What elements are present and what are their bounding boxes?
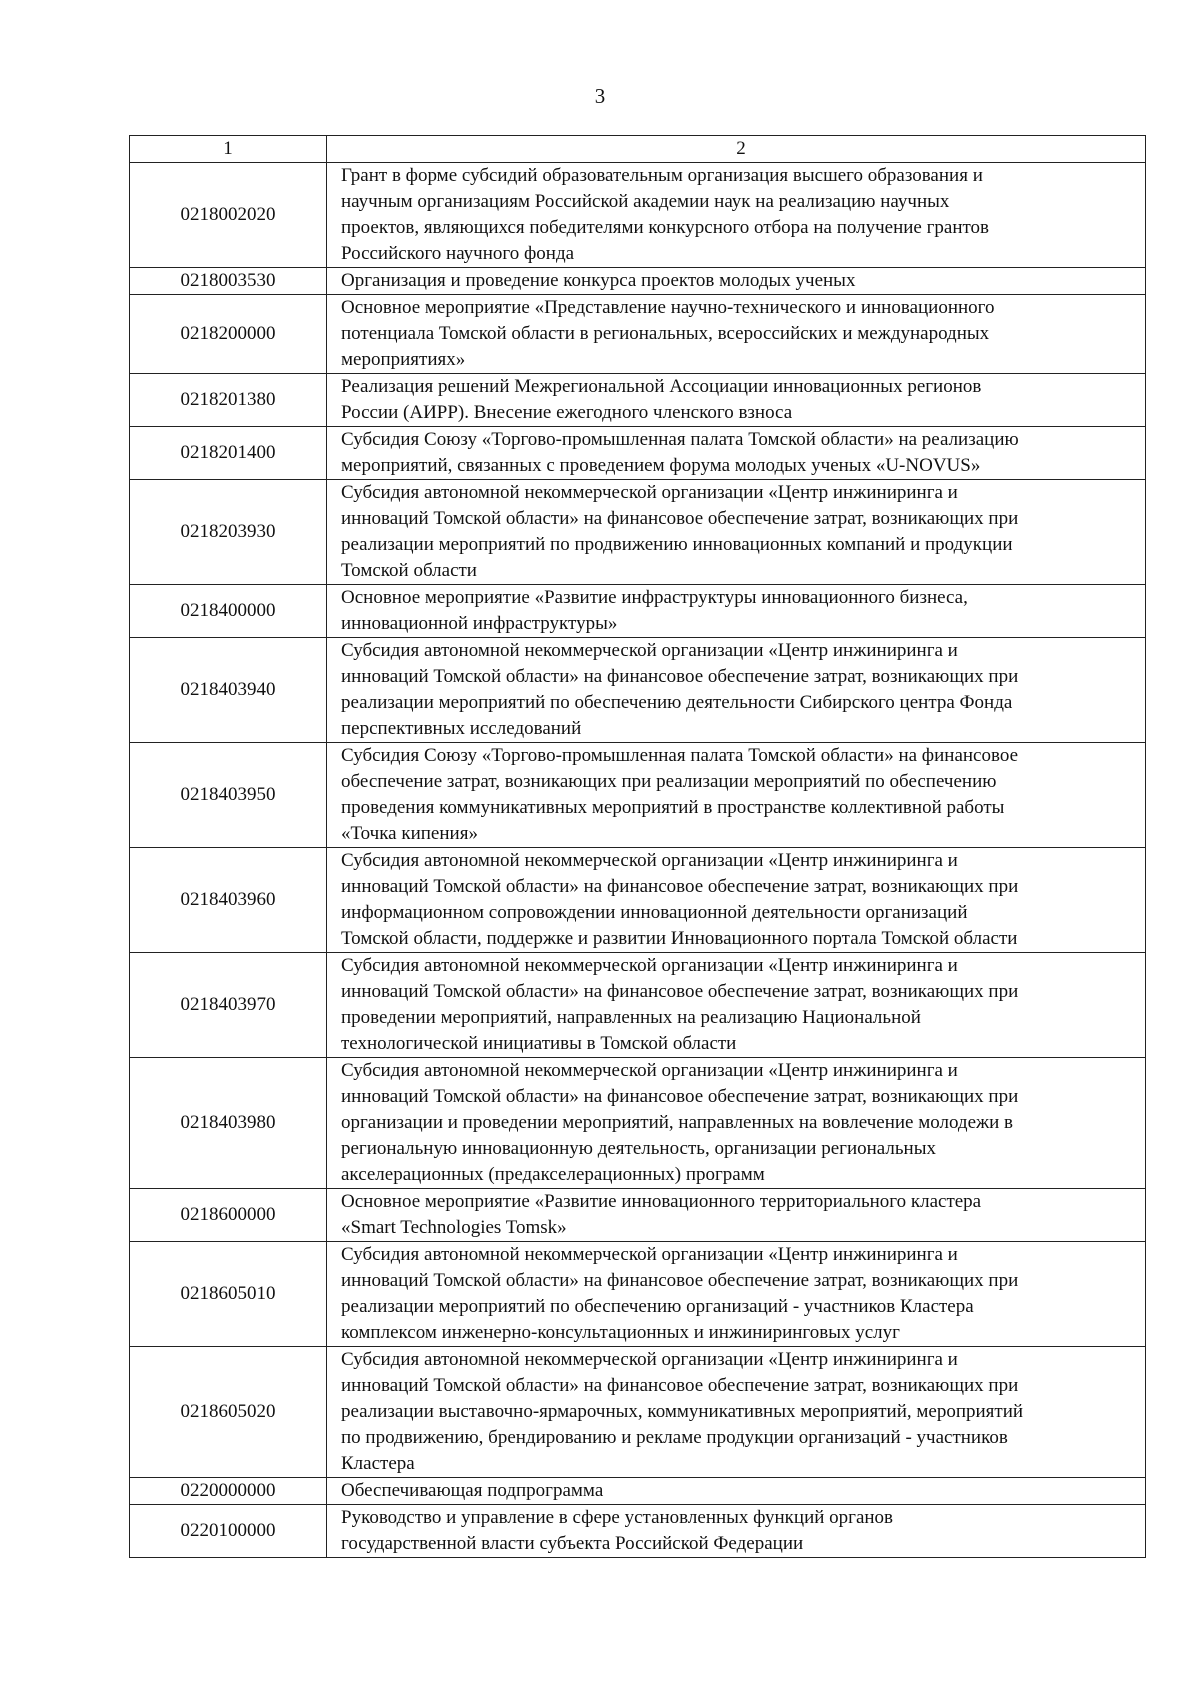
row-description [327,268,1146,295]
column-header-2: 2 [327,136,1146,163]
table-row [130,1058,1146,1189]
description-line: научным организациям Российской академии наук на реализацию научных [341,191,950,212]
table-row [130,953,1146,1058]
row-description [327,480,1146,585]
row-code: 0220000000 [130,1478,327,1505]
description-line: Томской области, поддержке и развитии Инновационного портала Томской области [341,928,1018,949]
row-code: 0220100000 [130,1505,327,1558]
row-code: 0218400000 [130,585,327,638]
table-row [130,163,1146,268]
description-line: Грант в форме субсидий образовательным организация высшего образования и [341,165,983,186]
description-line: реализации мероприятий по обеспечению деятельности Сибирского центра Фонда [341,692,1013,713]
row-code: 0218605020 [130,1347,327,1478]
row-code: 0218600000 [130,1189,327,1242]
row-code: 0218002020 [130,163,327,268]
description-line: обеспечение затрат, возникающих при реализации мероприятий по обеспечению [341,771,997,792]
description-line: Российского научного фонда [341,243,575,264]
description-line: Организация и проведение конкурса проектов молодых ученых [341,270,856,291]
description-line: Субсидия автономной некоммерческой организации «Центр инжиниринга и [341,1060,958,1081]
row-code: 0218403940 [130,638,327,743]
description-line: комплексом инженерно-консультационных и инжиниринговых услуг [341,1322,900,1343]
row-code: 0218403970 [130,953,327,1058]
description-line: мероприятиях» [341,349,466,370]
description-line: инноваций Томской области» на финансовое обеспечение затрат, возникающих при [341,508,1019,529]
description-line: Руководство и управление в сфере установленных функций органов [341,1507,894,1528]
table-row [130,848,1146,953]
row-description [327,427,1146,480]
description-line: Основное мероприятие «Развитие инфраструктуры инновационного бизнеса, [341,587,968,608]
description-line: инноваций Томской области» на финансовое обеспечение затрат, возникающих при [341,666,1019,687]
description-line: России (АИРР). Внесение ежегодного членского взноса [341,402,793,423]
description-line: реализации выставочно-ярмарочных, коммуникативных мероприятий, мероприятий [341,1401,1024,1422]
description-line: проведения коммуникативных мероприятий в пространстве коллективной работы [341,797,1005,818]
table-row [130,268,1146,295]
table-row [130,295,1146,374]
row-description [327,743,1146,848]
row-description [327,953,1146,1058]
row-description [327,163,1146,268]
table-row [130,1478,1146,1505]
table-row [130,638,1146,743]
description-line: потенциала Томской области в региональных, всероссийских и международных [341,323,990,344]
description-line: Субсидия автономной некоммерческой организации «Центр инжиниринга и [341,482,958,503]
table-row [130,480,1146,585]
row-code: 0218201380 [130,374,327,427]
row-code: 0218200000 [130,295,327,374]
row-description [327,1242,1146,1347]
description-line: перспективных исследований [341,718,582,739]
description-line: инновационной инфраструктуры» [341,613,618,634]
description-line: региональную инновационную деятельность, организации региональных [341,1138,936,1159]
row-description [327,585,1146,638]
row-code: 0218201400 [130,427,327,480]
description-line: «Точка кипения» [341,823,478,844]
row-code: 0218605010 [130,1242,327,1347]
description-line: проектов, являющихся победителями конкурсного отбора на получение грантов [341,217,990,238]
description-line: Субсидия Союзу «Торгово-промышленная палата Томской области» на финансовое [341,745,1018,766]
table-row [130,1347,1146,1478]
description-line: технологической инициативы в Томской области [341,1033,737,1054]
description-line: информационном сопровождении инновационной деятельности организаций [341,902,968,923]
page-number: 3 [594,84,606,108]
description-line: Обеспечивающая подпрограмма [341,1480,604,1501]
description-line: реализации мероприятий по обеспечению организаций - участников Кластера [341,1296,974,1317]
description-line: Томской области [341,560,477,581]
row-code: 0218003530 [130,268,327,295]
description-line: проведении мероприятий, направленных на реализацию Национальной [341,1007,921,1028]
description-line: государственной власти субъекта Российской Федерации [341,1533,804,1554]
table-row [130,427,1146,480]
description-line: Субсидия автономной некоммерческой организации «Центр инжиниринга и [341,1349,958,1370]
description-line: организации и проведении мероприятий, направленных на вовлечение молодежи в [341,1112,1014,1133]
table-row [130,743,1146,848]
description-line: Основное мероприятие «Развитие инновационного территориального кластера [341,1191,982,1212]
row-description [327,1347,1146,1478]
row-description [327,1058,1146,1189]
description-line: Субсидия автономной некоммерческой организации «Центр инжиниринга и [341,955,958,976]
column-header-1: 1 [130,136,327,163]
table-row [130,1242,1146,1347]
description-line: Основное мероприятие «Представление научно-технического и инновационного [341,297,995,318]
table-row [130,585,1146,638]
row-description [327,1478,1146,1505]
description-line: Кластера [341,1453,415,1474]
row-code: 0218403980 [130,1058,327,1189]
row-description [327,374,1146,427]
description-line: инноваций Томской области» на финансовое обеспечение затрат, возникающих при [341,876,1019,897]
description-line: Субсидия автономной некоммерческой организации «Центр инжиниринга и [341,1244,958,1265]
description-line: «Smart Technologies Tomsk» [341,1217,567,1238]
description-line: по продвижению, брендированию и рекламе продукции организаций - участников [341,1427,1008,1448]
row-description [327,848,1146,953]
description-line: мероприятий, связанных с проведением форума молодых ученых «U-NOVUS» [341,455,981,476]
description-line: Субсидия автономной некоммерческой организации «Центр инжиниринга и [341,640,958,661]
table-row [130,1189,1146,1242]
table-row [130,1505,1146,1558]
description-line: реализации мероприятий по продвижению инновационных компаний и продукции [341,534,1013,555]
row-description [327,1505,1146,1558]
row-code: 0218403950 [130,743,327,848]
description-line: инноваций Томской области» на финансовое обеспечение затрат, возникающих при [341,1375,1019,1396]
row-description [327,638,1146,743]
row-description [327,295,1146,374]
description-line: инноваций Томской области» на финансовое обеспечение затрат, возникающих при [341,1270,1019,1291]
description-line: акселерационных (предакселерационных) программ [341,1164,765,1185]
description-line: Субсидия автономной некоммерческой организации «Центр инжиниринга и [341,850,958,871]
table-row [130,374,1146,427]
table-header-row [130,136,1146,163]
description-line: инноваций Томской области» на финансовое обеспечение затрат, возникающих при [341,1086,1019,1107]
row-code: 0218203930 [130,480,327,585]
table-body [130,136,1146,1558]
description-line: инноваций Томской области» на финансовое обеспечение затрат, возникающих при [341,981,1019,1002]
description-line: Субсидия Союзу «Торгово-промышленная палата Томской области» на реализацию [341,429,1019,450]
description-line: Реализация решений Межрегиональной Ассоциации инновационных регионов [341,376,982,397]
budget-codes-table [129,135,1146,1558]
row-description [327,1189,1146,1242]
row-code: 0218403960 [130,848,327,953]
